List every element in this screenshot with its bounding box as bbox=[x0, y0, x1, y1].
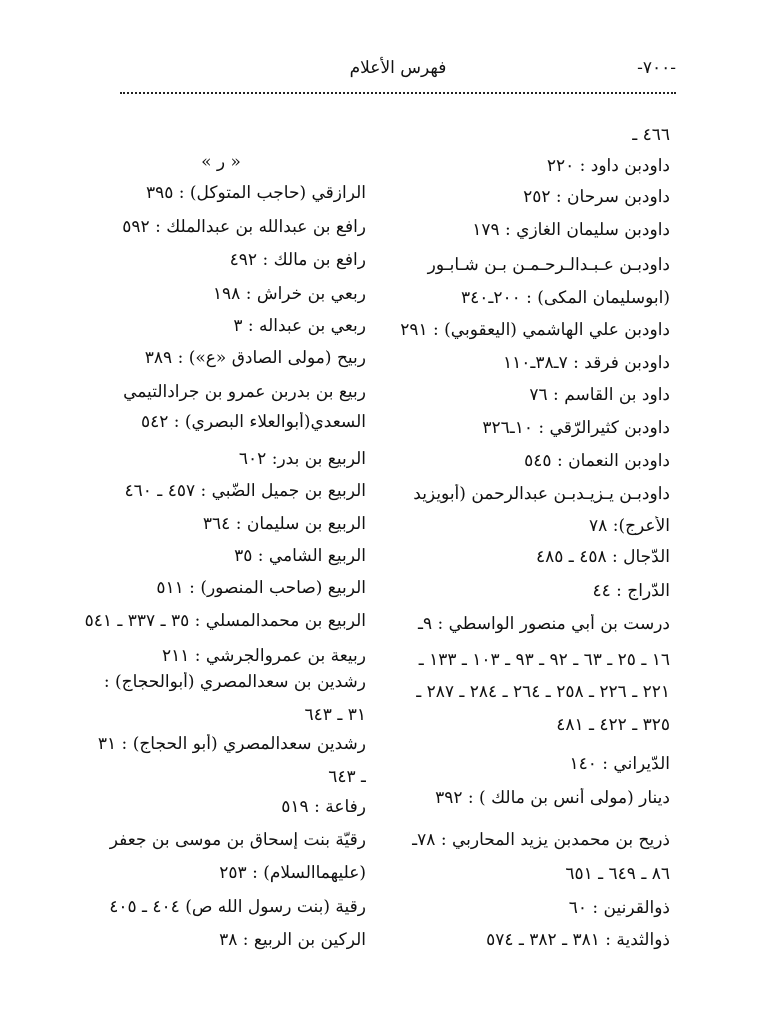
header-title: فهرس الأعلام bbox=[349, 58, 447, 78]
index-entry: داود بن القاسم : ۷٦ bbox=[529, 385, 670, 405]
index-entry: رقية (بنت رسول الله ص) ٤۰٤ ـ ٤۰٥ bbox=[109, 897, 366, 917]
index-entry: داودبن علي الهاشمي (اليعقوبي) : ۲۹۱ bbox=[400, 320, 670, 340]
index-entry: ربعي بن خراش : ۱۹۸ bbox=[212, 284, 366, 304]
index-entry: الربيع الشامي : ۳٥ bbox=[234, 546, 366, 566]
index-entry: ربيعة بن عمروالجرشي : ۲۱۱ bbox=[161, 646, 366, 666]
index-entry: درست بن أبي منصور الواسطي : ۹ـ bbox=[417, 614, 670, 634]
index-entry: داودبن سرحان : ۲٥۲ bbox=[523, 187, 670, 207]
index-entry: دينار (مولى أنس بن مالك ) : ۳۹۲ bbox=[435, 788, 670, 808]
index-entry: ربعي بن عبداله : ۳ bbox=[233, 316, 366, 336]
index-entry: ۱٦ ـ ۲٥ ـ ٦۳ ـ ۹۲ ـ ۹۳ ـ ۱۰۳ ـ ۱۳۳ ـ bbox=[418, 650, 670, 670]
index-entry: ذريح بن محمدبن يزيد المحاربي : ۷۸ـ bbox=[412, 830, 670, 850]
index-entry: السعدي(أبوالعلاء البصري) : ٥٤۲ bbox=[140, 412, 366, 432]
page-number: -۷۰۰- bbox=[637, 58, 676, 78]
letter-section-heading: « ر » bbox=[201, 152, 241, 172]
index-entry: داودبن فرقد : ۷ـ۳۸ـ۱۱۰ bbox=[502, 353, 670, 373]
index-entry: الركين بن الربيع : ۳۸ bbox=[219, 930, 366, 950]
index-entry: ۳۲٥ ـ ٤۲۲ ـ ٤۸۱ bbox=[556, 715, 670, 735]
index-entry: رفاعة : ٥۱۹ bbox=[281, 797, 366, 817]
index-entry: داودبن داود : ۲۲۰ bbox=[546, 156, 670, 176]
index-entry: الربيع بن محمدالمسلي : ۳٥ ـ ۳۳۷ ـ ٥٤۱ bbox=[84, 611, 366, 631]
index-entry: داودبن سليمان الغازي : ۱۷۹ bbox=[472, 220, 670, 240]
index-entry: الربيع بن جميل الضّبي : ٤٥۷ ـ ٤٦۰ bbox=[124, 481, 366, 501]
index-entry: ۸٦ ـ ٦٤۹ ـ ٦٥۱ bbox=[565, 864, 670, 884]
index-entry: داودبن كثيرالرّقي : ۱۰ـ۳۲٦ bbox=[482, 418, 670, 438]
index-entry: داودبن النعمان : ٥٤٥ bbox=[524, 451, 670, 471]
index-entry: الربيع (صاحب المنصور) : ٥۱۱ bbox=[156, 578, 366, 598]
index-entry: (ابوسليمان المكى) : ۲۰۰ـ۳٤۰ bbox=[460, 288, 670, 308]
index-entry: ٤٦٦ ـ bbox=[632, 125, 670, 145]
index-entry: رافع بن عبدالله بن عبدالملك : ٥۹۲ bbox=[122, 217, 366, 237]
index-entry: داودبـن عـبـدالـرحـمـن بـن شـابـور bbox=[427, 255, 670, 275]
index-entry: الأعرج): ۷۸ bbox=[589, 516, 670, 536]
index-entry: رشدين سعدالمصري (أبو الحجاج) : ۳۱ bbox=[97, 734, 366, 754]
index-entry: الرازقي (حاجب المتوكل) : ۳۹٥ bbox=[145, 183, 366, 203]
index-entry: ربيح (مولى الصادق «ع») : ۳۸۹ bbox=[144, 348, 366, 368]
index-entry: رقيّة بنت إسحاق بن موسى بن جعفر bbox=[109, 830, 366, 850]
header-dotted-rule bbox=[120, 92, 676, 94]
index-entry: الدّجال : ٤٥٨ ـ ٤٨٥ bbox=[535, 547, 670, 567]
index-entry: ربيع بن بدربن عمرو بن جرادالتيمي bbox=[123, 382, 366, 402]
index-entry: رشدين بن سعدالمصري (أبوالحجاج) : bbox=[103, 672, 366, 692]
index-entry: ـ ٦٤۳ bbox=[328, 767, 366, 787]
index-entry: الربيع بن سليمان : ۳٦٤ bbox=[202, 514, 366, 534]
index-entry: ذوالقرنين : ٦۰ bbox=[568, 898, 670, 918]
index-entry: (عليهماالسلام) : ۲٥۳ bbox=[219, 863, 366, 883]
index-entry: رافع بن مالك : ٤۹۲ bbox=[229, 250, 366, 270]
index-entry: الدّراج : ٤٤ bbox=[592, 581, 670, 601]
page-header bbox=[120, 56, 676, 84]
index-entry: ۳۱ ـ ٦٤۳ bbox=[304, 705, 366, 725]
index-entry: الربيع بن بدر: ٦۰۲ bbox=[238, 449, 366, 469]
index-entry: الدّيراني : ۱٤۰ bbox=[569, 754, 670, 774]
index-entry: داودبـن يـزيـدبـن عبدالرحمن (أبويزيد bbox=[413, 484, 670, 504]
index-entry: ذوالثدية : ۳۸۱ ـ ۳۸۲ ـ ٥۷٤ bbox=[486, 930, 670, 950]
index-entry: ۲۲۱ ـ ۲۲٦ ـ ۲٥۸ ـ ۲٦٤ ـ ۲۸٤ ـ ۲۸۷ ـ bbox=[416, 682, 670, 702]
